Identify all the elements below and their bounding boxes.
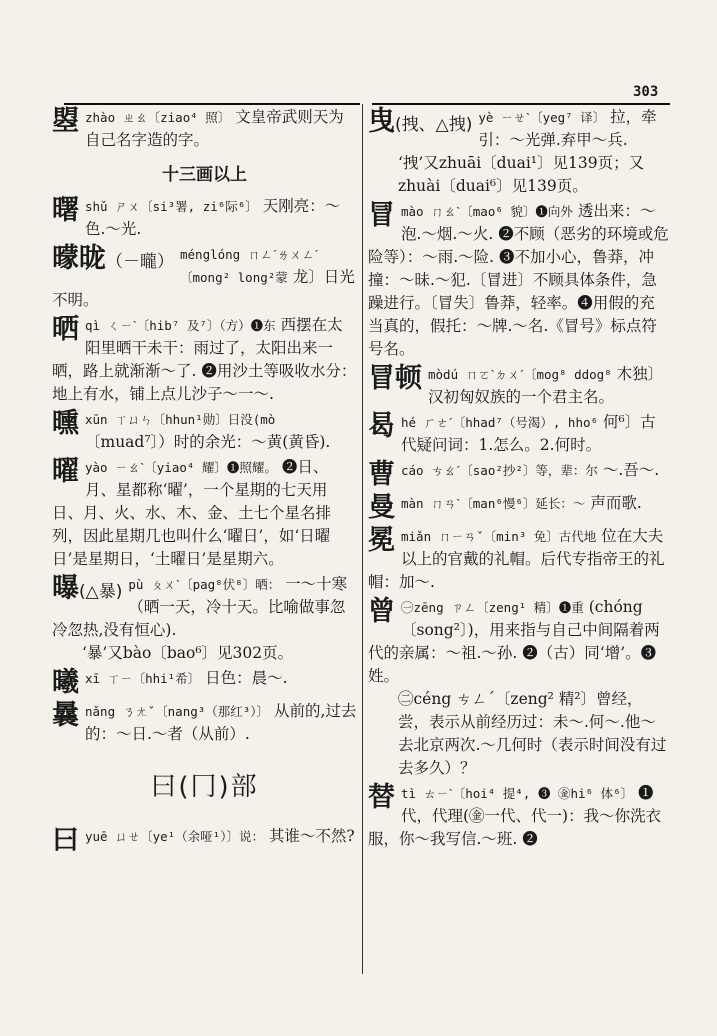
entry-menglong	[52, 243, 357, 312]
definition: 透出来：～泡.～烟.～火. ❷不顾（恶劣的环境或危险等）：～雨.～险. ❸不加小心，鲁莽，冲撞：～昧.～犯.〔冒进〕不顾具体条件，急躁进行。〔冒失〕鲁莽，轻率。❹用假的充当真的，假托：～牌.～名.《冒号》标点符号名。	[368, 202, 669, 358]
pronunciation: yè ㄧㄝˋ〔yeg⁷ 译〕	[478, 110, 606, 125]
pronunciation: xī ㄒㄧ〔hhi¹希〕	[85, 671, 201, 686]
headword: 曙	[52, 195, 79, 226]
entry-modu	[368, 363, 670, 409]
definition: 从前的,过去的：～日.～者（从前）.	[85, 702, 357, 743]
entry-nang	[52, 700, 357, 746]
definition: 拉，牵引：～光弹.弃甲～兵.	[478, 108, 657, 149]
page-number: 303	[633, 84, 659, 100]
headword: 曾	[368, 596, 395, 627]
pronunciation: tì ㄊㄧˋ〔hoi⁴ 提⁴, ❸ ㊎hi⁶ 体⁶〕	[401, 786, 634, 801]
entry-yao	[52, 456, 357, 571]
definition: 其谁～不然?	[268, 827, 355, 845]
headword: 曝(△暴)	[52, 573, 123, 604]
headword: 冒顿	[368, 363, 422, 394]
left-column	[52, 106, 357, 996]
entry-zeng	[368, 596, 670, 780]
definition: ❷日、月、星都称‘曜’，一个星期的七天用日、月、火、水、木、金、土七个星名排列，因此星期几也叫什么‘曜日’，如‘日曜日’是星期日，‘土曜日’是星期六。	[52, 458, 332, 568]
pronunciation: cáo ㄘㄠˊ〔sao²抄²〕等，辈：尔	[401, 463, 598, 478]
definition: (chóng〔song²〕)，用来指与自己中间隔着两代的亲属：～祖.～孙. ❷（古）同‘增’。❸姓。	[368, 598, 660, 685]
header-rule-left	[64, 103, 360, 105]
headword: 曩	[52, 700, 79, 731]
pronunciation: zhào ㄓㄠ〔ziao⁴ 照〕	[85, 110, 231, 125]
definition: 日色：晨～.	[205, 669, 288, 687]
pronunciation: miǎn ㄇㄧㄢˇ〔min³ 免〕古代地	[401, 529, 597, 544]
definition: 龙〕日光不明。	[52, 268, 355, 309]
definition: 〔muad⁷〕）时的余光：～黄(黄昏).	[85, 433, 331, 451]
second-reading: ㊁céng ㄘㄥˊ〔zeng² 精²〕曾经，尝，表示从前经历过：未～.何～.他～去北京两次.～几何时（表示时间没有过去多久）？	[398, 690, 667, 777]
headword: 曦	[52, 667, 79, 698]
entry-cao	[368, 459, 670, 490]
right-column	[368, 106, 670, 996]
radical-section-title: 曰(冂)部	[150, 772, 259, 802]
definition: 天刚亮：～色.～光.	[85, 197, 341, 238]
definition: 声而歌.	[590, 494, 642, 512]
headword: 晒	[52, 314, 79, 345]
definition: 西摆在太阳里晒干未干：雨过了，太阳出来一晒，路上就渐渐～了. ❷用沙土等吸收水分：地上有水，铺上点儿沙子～一～.	[52, 316, 357, 403]
definition: 何⁶〕古代疑问词：1.怎么。2.何时。	[401, 413, 656, 454]
definition: ～.吾～.	[602, 461, 660, 479]
entry-qi	[52, 314, 357, 406]
pronunciation: shǔ ㄕㄨ〔si³署, zi⁶际⁶〕	[85, 199, 258, 214]
pronunciation: yào ㄧㄠˋ〔yiao⁴ 耀〕❶照耀。	[85, 460, 277, 475]
definition: 一～十寒（晒一天，冷十天。比喻做事忽冷忽热,没有恒心).	[52, 575, 348, 639]
entry-shu	[52, 195, 357, 241]
column-divider	[362, 104, 363, 974]
headword: 冕	[368, 525, 395, 556]
headword: 曷	[368, 411, 395, 442]
cross-reference: ‘拽’又zhuāi〔duai¹〕见139页；又zhuài〔duai⁶〕见139页。	[398, 154, 645, 195]
pronunciation: xūn ㄒㄩㄣ〔hhun¹勋〕日没(mò	[85, 412, 276, 427]
headword: 曌	[52, 106, 79, 137]
entry-man	[368, 492, 670, 523]
headword: 曛	[52, 408, 79, 439]
headword: 曹	[368, 459, 395, 490]
entry-xun	[52, 408, 357, 454]
entry-mian	[368, 525, 670, 594]
pronunciation: nǎng ㄋㄤˇ〔nang³（那红³）〕	[85, 704, 270, 719]
pronunciation: hé ㄏㄜˊ〔hhad⁷（号渴）, hho⁶	[401, 415, 599, 430]
headword: 冒	[368, 200, 395, 231]
entry-yue	[52, 825, 357, 856]
headword: 曚昽（－曨）	[52, 243, 174, 274]
definition: 文皇帝武则天为自己名字造的字。	[85, 108, 344, 149]
definition: 木独〕汉初匈奴族的一个君主名。	[428, 365, 664, 406]
headword: 曜	[52, 456, 79, 487]
pronunciation: mòdú ㄇㄛˋㄉㄨˊ〔mog⁸ ddog⁸	[428, 367, 612, 382]
entry-ye	[368, 106, 670, 198]
header-rule-right	[372, 103, 670, 105]
definition: 位在大夫以上的官戴的礼帽。后代专指帝王的礼帽：加～.	[368, 527, 665, 591]
pronunciation: pù ㄆㄨˋ〔pag⁸伏⁸〕晒：	[128, 577, 281, 592]
entry-xi	[52, 667, 357, 698]
entry-mao	[368, 200, 670, 361]
headword: 曼	[368, 492, 395, 523]
stroke-section-title: 十三画以上	[162, 165, 247, 185]
pronunciation: qì ㄑㄧˋ〔hib⁷ 及⁷〕（方）❶东	[85, 318, 276, 333]
headword: 曰	[52, 825, 79, 856]
pronunciation: ménglóng ㄇㄥˊㄌㄨㄥˊ〔mong² long²蒙	[180, 247, 319, 285]
pronunciation: ㊀zēng ㄗㄥ〔zeng¹ 精〕❶重	[401, 600, 584, 615]
cross-reference: ‘暴’又bào〔bao⁶〕见302页。	[82, 644, 294, 662]
entry-he	[368, 411, 670, 457]
pronunciation: màn ㄇㄢˋ〔man⁶慢⁶〕延长：～	[401, 496, 586, 511]
entry-ti	[368, 782, 670, 851]
definition: ❶代，代理(㊎一代、代一)：我～你洗衣服，你～我写信.～班. ❷	[368, 784, 662, 848]
headword: 替	[368, 782, 395, 813]
pronunciation: mào ㄇㄠˋ〔mao⁶ 貌〕❶向外	[401, 204, 573, 219]
headword: 曳(拽、△拽)	[368, 106, 473, 137]
entry-pu	[52, 573, 357, 665]
entry-zhao	[52, 106, 357, 152]
pronunciation: yuē ㄩㄝ〔ye¹（余哑¹）〕说：	[85, 829, 264, 844]
